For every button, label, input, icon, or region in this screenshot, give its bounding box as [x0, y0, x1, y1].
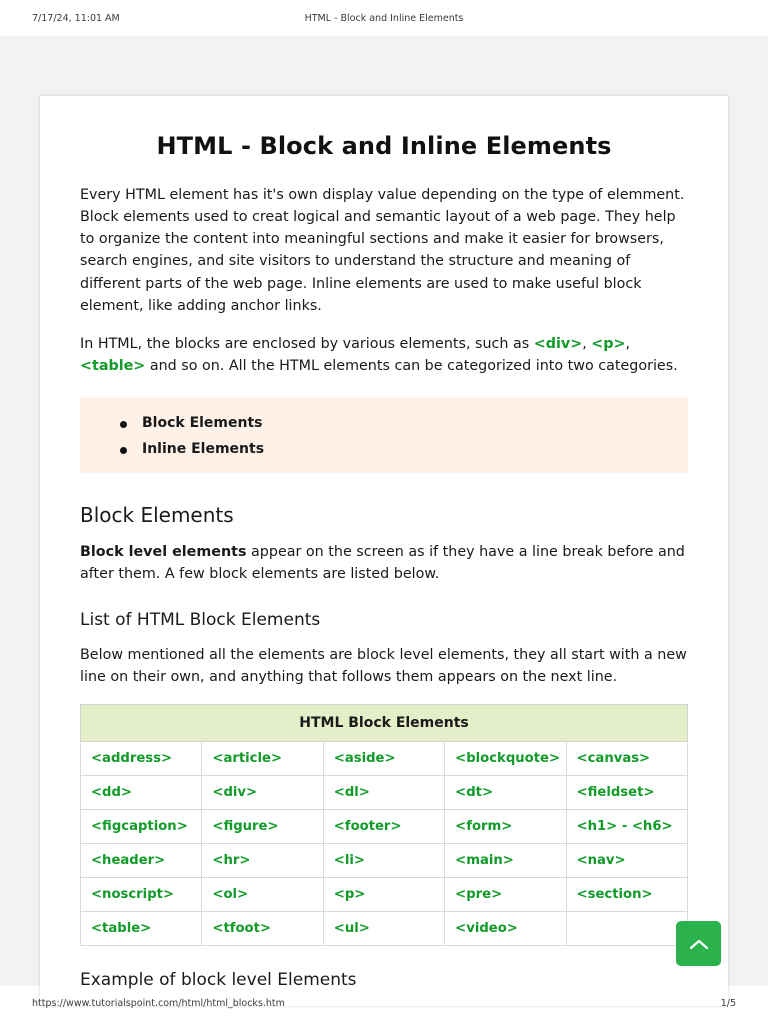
- table-row: [81, 843, 688, 877]
- table-cell: <nav>: [566, 843, 687, 877]
- table-cell: <div>: [202, 775, 323, 809]
- table-cell: <video>: [445, 911, 566, 945]
- table-cell: <p>: [323, 877, 444, 911]
- scroll-to-top-button[interactable]: [676, 921, 721, 966]
- categories-list: [98, 415, 670, 457]
- table-cell: <section>: [566, 877, 687, 911]
- table-cell: <hr>: [202, 843, 323, 877]
- table-cell: <header>: [81, 843, 202, 877]
- second-paragraph-after: and so on. All the HTML elements can be categorized into two categories.: [145, 358, 678, 375]
- tag-sep-1: ,: [582, 335, 592, 352]
- footer-page-number: 1/5: [720, 998, 736, 1009]
- table-cell: <footer>: [323, 809, 444, 843]
- list-item: Inline Elements: [120, 441, 670, 457]
- footer-url: https://www.tutorialspoint.com/html/html_blocks.htm: [32, 998, 285, 1009]
- tag-p: <p>: [591, 335, 626, 352]
- chevron-up-icon: [689, 937, 709, 951]
- table-row: [81, 911, 688, 945]
- table-caption: HTML Block Elements: [81, 704, 688, 741]
- table-cell: <ol>: [202, 877, 323, 911]
- second-paragraph: [80, 333, 688, 377]
- table-cell: <blockquote>: [445, 741, 566, 775]
- table-cell: <fieldset>: [566, 775, 687, 809]
- table-cell: <form>: [445, 809, 566, 843]
- print-header: [0, 0, 768, 36]
- table-cell: <noscript>: [81, 877, 202, 911]
- table-cell: <h1> - <h6>: [566, 809, 687, 843]
- page-title: HTML - Block and Inline Elements: [156, 132, 612, 160]
- table-cell-empty: [566, 911, 687, 945]
- table-cell: <figure>: [202, 809, 323, 843]
- table-row: [81, 775, 688, 809]
- block-elements-paragraph-lead: Block level elements: [80, 544, 247, 561]
- list-intro-paragraph: Below mentioned all the elements are block level elements, they all start with a new line on their own, and anything that follows them appears on the next line.: [80, 646, 687, 685]
- table-row: [81, 741, 688, 775]
- tag-table: <table>: [80, 358, 146, 375]
- table-cell: <tfoot>: [202, 911, 323, 945]
- table-cell: <aside>: [323, 741, 444, 775]
- intro-paragraph: Every HTML element has it's own display value depending on the type of elemment. Block elements used to creat logical and semantic layout of a web page. They help to organize the content into meaningful sections and make it easier for browsers, search engines, and site visitors to understand the structure and meaning of different parts of the web page. Inline elements are used to make useful block element, like adding anchor links.: [80, 187, 685, 314]
- table-row: [81, 809, 688, 843]
- block-elements-paragraph: [80, 541, 688, 585]
- table-header-row: [81, 704, 688, 741]
- subheading-list-of-block-elements: List of HTML Block Elements: [80, 609, 321, 630]
- categories-callout: [80, 397, 688, 473]
- subheading-example-block-level: Example of block level Elements: [80, 969, 357, 990]
- block-elements-table: [80, 704, 688, 946]
- table-body: [81, 741, 688, 945]
- block-elements-paragraph-rest: appear on the screen as if they have a line break before and after them. A few block elements are listed below.: [80, 544, 685, 583]
- table-cell: <dd>: [81, 775, 202, 809]
- second-paragraph-before: In HTML, the blocks are enclosed by various elements, such as: [80, 335, 534, 352]
- print-title: HTML - Block and Inline Elements: [304, 12, 464, 24]
- tag-div: <div>: [533, 335, 583, 352]
- tag-sep-2: ,: [625, 335, 631, 352]
- list-item: Block Elements: [120, 415, 670, 431]
- table-cell: <li>: [323, 843, 444, 877]
- document-paper: [40, 96, 728, 1006]
- print-footer: [0, 996, 768, 1016]
- print-date: 7/17/24, 11:01 AM: [32, 12, 120, 24]
- page-background: [0, 36, 768, 990]
- table-cell: <canvas>: [566, 741, 687, 775]
- document-content: [40, 96, 728, 990]
- table-row: [81, 877, 688, 911]
- table-cell: <dl>: [323, 775, 444, 809]
- table-cell: <figcaption>: [81, 809, 202, 843]
- table-cell: <dt>: [445, 775, 566, 809]
- table-cell: <main>: [445, 843, 566, 877]
- table-cell: <ul>: [323, 911, 444, 945]
- table-cell: <address>: [81, 741, 202, 775]
- section-heading-block-elements: Block Elements: [80, 503, 234, 528]
- table-cell: <table>: [81, 911, 202, 945]
- table-cell: <article>: [202, 741, 323, 775]
- table-cell: <pre>: [445, 877, 566, 911]
